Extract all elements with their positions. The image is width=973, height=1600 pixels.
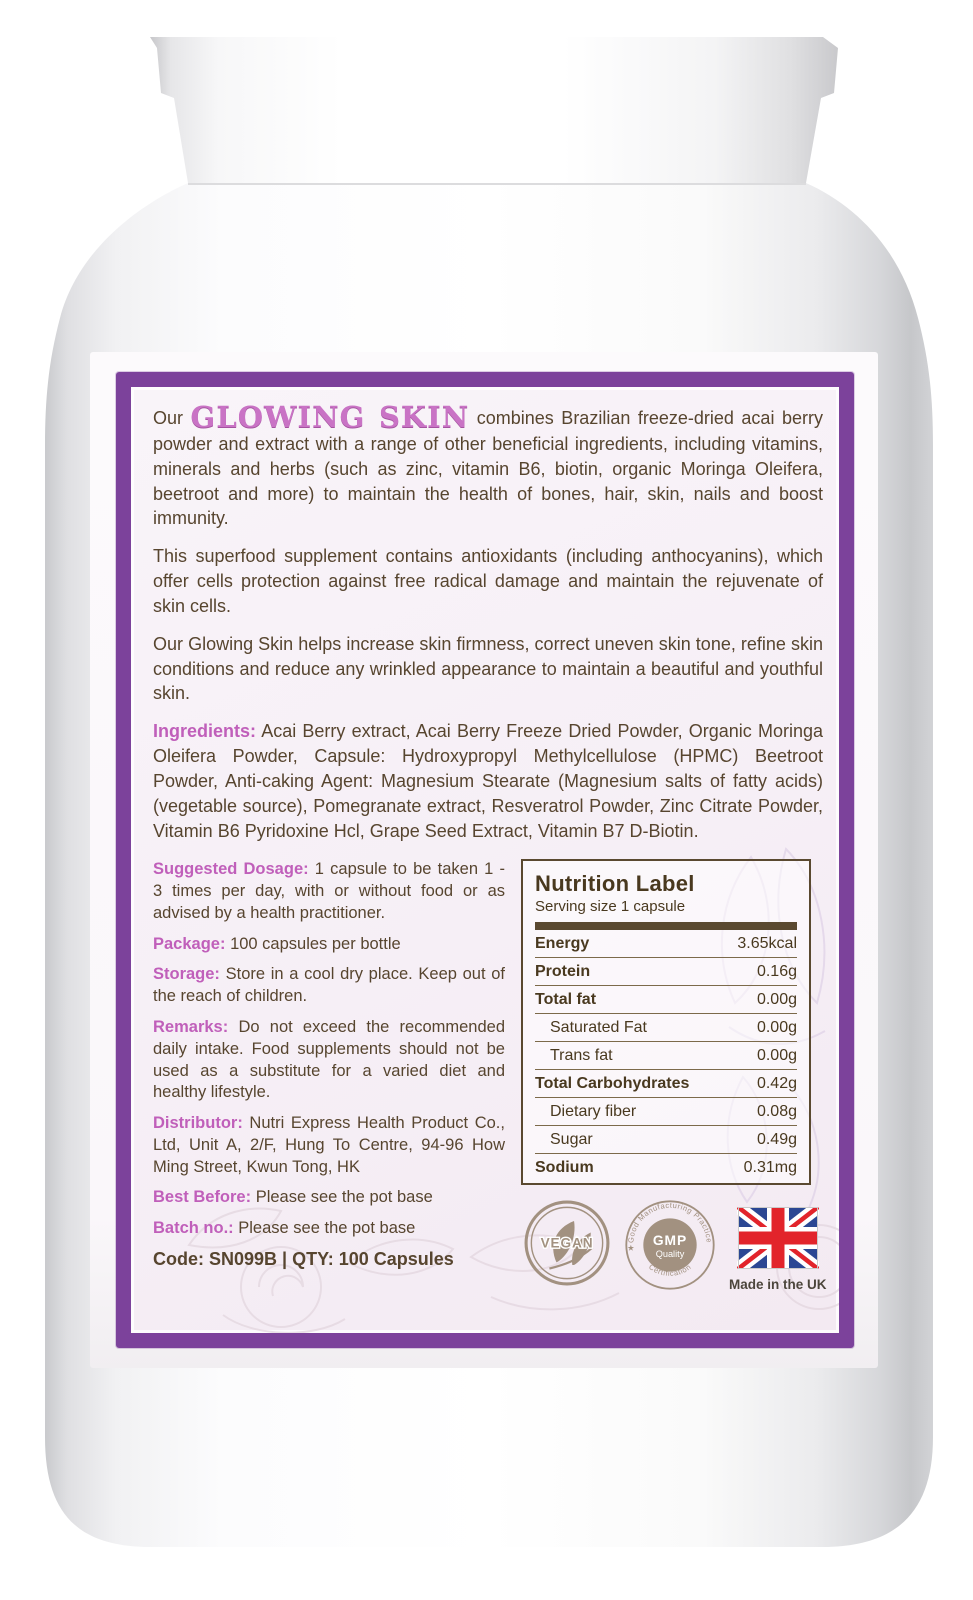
brand-name: GLOWING SKIN: [190, 400, 470, 434]
nutrition-row-saturated-fat: Saturated Fat 0.00g: [535, 1014, 797, 1042]
gmp-ring-top-text: Good Manufacturing Practice: [626, 1201, 714, 1244]
code-qty-line: Code: SN099B | QTY: 100 Capsules: [153, 1248, 454, 1269]
gmp-badge-icon: [624, 1199, 716, 1291]
storage-label: Storage:: [153, 965, 220, 984]
info-storage: [153, 964, 505, 1008]
vegan-badge-icon: [523, 1199, 611, 1287]
nutrition-row-total-fat: Total fat 0.00g: [535, 986, 797, 1014]
info-column: [153, 859, 505, 1292]
nutrition-row-sugar: Sugar 0.49g: [535, 1126, 797, 1154]
gmp-quality-text: Quality: [655, 1249, 685, 1260]
nutrition-title: Nutrition Label: [535, 871, 695, 897]
ingredients-paragraph: [153, 719, 823, 843]
uk-flag-icon: [737, 1207, 819, 1269]
gmp-badge-text: GMP: [652, 1233, 688, 1249]
best-before-text: Please see the pot base: [255, 1188, 433, 1207]
bottle-cap: [150, 37, 838, 183]
package-label: Package:: [153, 934, 226, 953]
batch-label: Batch no.:: [153, 1219, 234, 1238]
paragraph-benefits: Our Glowing Skin helps increase skin firmness, correct uneven skin tone, refine skin conditions and reduce any wrinkled appearance to maintain a beautiful and youthful skin.: [153, 633, 823, 704]
nutrition-column: [521, 859, 827, 1292]
nutrition-divider-bar: [535, 922, 797, 930]
nutrition-row-energy: Energy 3.65kcal: [535, 930, 797, 958]
info-best-before: [153, 1187, 505, 1209]
batch-text: Please see the pot base: [238, 1219, 416, 1238]
info-distributor: [153, 1113, 505, 1178]
storage-text: Store in a cool dry place. Keep out of the reach of children.: [153, 965, 505, 1006]
intro-paragraph: [153, 400, 823, 531]
vegan-badge-text: VEGAN: [540, 1235, 594, 1251]
nutrition-row-sodium: Sodium 0.31mg: [535, 1159, 797, 1177]
intro-prefix: Our: [153, 408, 184, 428]
paragraph-antioxidants: This superfood supplement contains antioxidants (including anthocyanins), which offer cells protection against free radical damage and maintain the rejuvenate of skin cells.: [153, 546, 823, 616]
distributor-text: Nutri Express Health Product Co., Ltd, Unit A, 2/F, Hung To Centre, 94-96 How Ming Street, Kwun Tong, HK: [153, 1114, 505, 1176]
nutrition-serving: Serving size 1 capsule: [535, 898, 686, 916]
gmp-ring-bottom-text: Certification: [647, 1262, 693, 1279]
ingredients-label: Ingredients:: [153, 721, 257, 742]
made-in-uk-block: [729, 1207, 827, 1292]
nutrition-row-trans-fat: Trans fat 0.00g: [535, 1042, 797, 1070]
nutrition-row-protein: Protein 0.16g: [535, 958, 797, 986]
made-in-uk-text: Made in the UK: [729, 1277, 827, 1293]
nutrition-row-dietary-fiber: Dietary fiber 0.08g: [535, 1098, 797, 1126]
best-before-label: Best Before:: [153, 1188, 252, 1207]
dosage-label: Suggested Dosage:: [153, 860, 309, 879]
lower-columns: [153, 859, 827, 1293]
info-dosage: [153, 859, 505, 924]
intro-rest: combines Brazilian freeze-dried acai berry powder and extract with a range of other beneficial ingredients, including vitamins, minerals and herbs (such as zinc, vitamin B6, biotin, organic Moringa Oleifera, beetroot and more) to maintain the health of bones, hair, skin, nails and boost immunity.: [153, 408, 823, 529]
gmp-star-icon: ★: [625, 1243, 637, 1254]
label-frame: [116, 372, 854, 1348]
info-remarks: [153, 1017, 505, 1104]
remarks-label: Remarks:: [153, 1018, 229, 1037]
remarks-text: Do not exceed the recommended daily intake. Food supplements should not be used as a substitute for a varied diet and healthy lifestyle.: [153, 1018, 505, 1102]
certification-badges: [521, 1199, 827, 1292]
nutrition-row-carbohydrates: Total Carbohydrates 0.42g: [535, 1070, 797, 1098]
info-batch: [153, 1218, 505, 1240]
label-content: [131, 387, 839, 1333]
nutrition-label-table: [521, 859, 811, 1185]
distributor-label: Distributor:: [153, 1114, 243, 1133]
back-label: [90, 352, 878, 1368]
ingredients-text: Acai Berry extract, Acai Berry Freeze Dried Powder, Organic Moringa Oleifera Powder, Capsule: Hydroxypropyl Methylcellulose (HPMC) Beetroot Powder, Anti-caking Agent: Magnesium Stearate (Magnesium salts of fatty acids) (vegetable source), Pomegranate extract, Resveratrol Powder, Zinc Citrate Powder, Vitamin B6 Pyridoxine Hcl, Grape Seed Extract, Vitamin B7 D-Biotin.: [153, 721, 823, 841]
dosage-text: 1 capsule to be taken 1 - 3 times per day, with or without food or as advised by a health practitioner.: [153, 860, 506, 922]
info-package: [153, 934, 505, 956]
package-text: 100 capsules per bottle: [230, 934, 401, 953]
